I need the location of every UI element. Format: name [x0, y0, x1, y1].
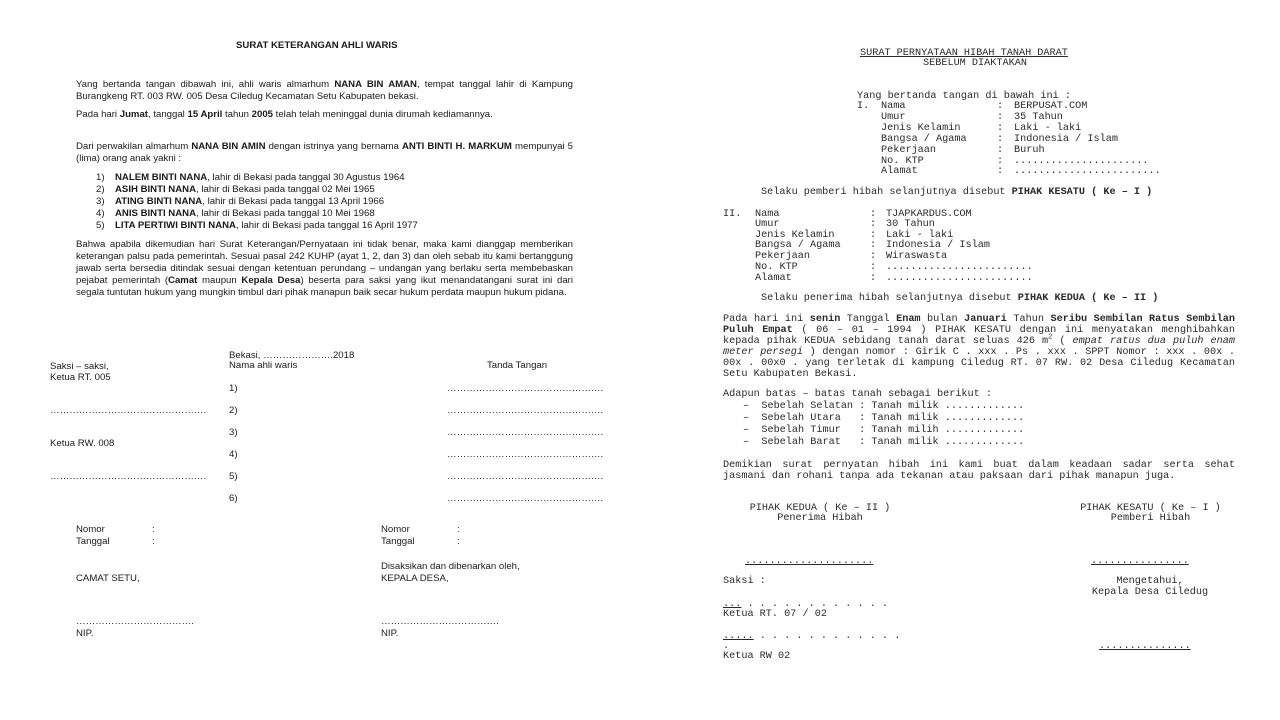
field-value: BERPUSAT.COM	[1014, 101, 1088, 112]
nomor-label: Nomor	[76, 524, 105, 535]
list-item: 2) ASIH BINTI NANA, lahir di Bekasi pada tanggal 02 Mei 1965	[96, 184, 375, 195]
boundary-intro: Adapun batas – batas tanah sebagai berikut :	[723, 389, 992, 400]
party-one-signature-line: ................	[1091, 556, 1189, 567]
field-label: No. KTP	[881, 156, 924, 167]
colon: :	[870, 240, 877, 251]
list-item: – Sebelah Utara : Tanah milik .............	[743, 413, 1025, 424]
roman-numeral: II.	[723, 209, 742, 220]
rw-label: Ketua RW. 008	[50, 438, 115, 449]
colon: :	[997, 101, 1004, 112]
heir-number: 6)	[229, 493, 238, 504]
field-label: Nama	[881, 101, 906, 112]
heir-number: 1)	[229, 383, 238, 394]
field-value: Buruh	[1014, 145, 1045, 156]
signature-line: ………………………………………….	[447, 383, 604, 394]
field-label: Alamat	[755, 273, 792, 284]
list-item: – Sebelah Timur : Tanah milih .............	[743, 425, 1025, 436]
field-value: ........................	[886, 273, 1033, 284]
signature-header: Tanda Tangan	[487, 360, 548, 371]
field-label: No. KTP	[755, 262, 798, 273]
colon: :	[457, 536, 460, 547]
colon: :	[997, 166, 1004, 177]
colon: :	[997, 145, 1004, 156]
witnessed-label: Disaksikan dan dibenarkan oleh,	[381, 561, 520, 572]
signature-line: ………………………………………….	[447, 493, 604, 504]
rt-signature-line: ... . . . . . . . . . . . .	[723, 599, 889, 610]
rt-label: Ketua RT. 005	[50, 372, 111, 383]
colon: :	[870, 251, 877, 262]
colon: :	[152, 524, 155, 535]
camat-signature-line: ……………………………….	[76, 616, 194, 627]
field-value: ........................	[886, 262, 1033, 273]
intro-line: Yang bertanda tangan di bawah ini :	[857, 91, 1071, 102]
party-two-signature-title: PIHAK KEDUA ( Ke – II )	[749, 503, 891, 514]
nip-label: NIP.	[381, 628, 399, 639]
witness-label: Saksi – saksi,	[50, 361, 109, 372]
field-label: Nama	[755, 209, 780, 220]
colon: :	[997, 156, 1004, 167]
field-value: ........................	[1014, 166, 1161, 177]
party-one-role: Selaku pemberi hibah selanjutnya disebut PIHAK KESATU ( Ke – I )	[761, 187, 1153, 198]
saksi-label: Saksi :	[723, 576, 766, 587]
list-item: 1) NALEM BINTI NANA, lahir di Bekasi pada tanggal 30 Agustus 1964	[96, 172, 405, 183]
rw-signature-line: ..... . . . . . . . . . . . .	[723, 631, 901, 642]
field-value: 30 Tahun	[886, 219, 935, 230]
colon: :	[457, 524, 460, 535]
place-date: Bekasi, ………………….2018	[229, 350, 355, 361]
field-label: Umur	[755, 219, 780, 230]
marriage-paragraph: Dari perwakilan almarhum NANA BIN AMIN dengan istrinya yang bernama ANTI BINTI H. MARKUM mempunyai 5 (lima) orang anak yakni :	[76, 141, 573, 164]
document-title: SURAT PERNYATAAN HIBAH TANAH DARAT	[860, 48, 1068, 59]
party-two-role: Selaku penerima hibah selanjutnya disebut PIHAK KEDUA ( Ke – II )	[761, 293, 1159, 304]
field-value: TJAPKARDUS.COM	[886, 209, 972, 220]
heir-number: 2)	[229, 405, 238, 416]
field-value: Laki - laki	[1014, 123, 1082, 134]
field-label: Pekerjaan	[755, 251, 811, 262]
death-paragraph: Pada hari Jumat, tanggal 15 April tahun 2005 telah telah meninggal dunia dirumah kediamannya.	[76, 109, 493, 120]
field-value: Laki - laki	[886, 230, 954, 241]
heir-number: 4)	[229, 449, 238, 460]
field-label: Alamat	[881, 166, 918, 177]
colon: :	[870, 219, 877, 230]
roman-numeral: I.	[857, 101, 870, 112]
intro-paragraph: Yang bertanda tangan dibawah ini, ahli waris almarhum NANA BIN AMAN, tempat tanggal lahir di Kampung Burangkeng RT. 003 RW. 005 Desa Ciledug Kecamatan Setu Kabupaten bekasi.	[76, 79, 573, 102]
field-value: 35 Tahun	[1014, 112, 1063, 123]
field-label: Bangsa / Agama	[755, 240, 841, 251]
field-label: Bangsa / Agama	[881, 134, 967, 145]
colon: :	[870, 262, 877, 273]
heir-name-header: Nama ahli waris	[229, 360, 298, 371]
colon: :	[870, 209, 877, 220]
colon: :	[997, 112, 1004, 123]
field-value: Indonesia / Islam	[886, 240, 990, 251]
kades-signature-line: ...............	[1099, 641, 1191, 652]
party-one-signature-subtitle: Pemberi Hibah	[1110, 513, 1191, 524]
tanggal-label: Tanggal	[381, 536, 415, 547]
field-label: Jenis Kelamin	[755, 230, 835, 241]
list-item: 3) ATING BINTI NANA, lahir di Bekasi pada tanggal 13 April 1966	[96, 196, 385, 207]
heir-number: 5)	[229, 471, 238, 482]
party-two-signature-line: .....................	[745, 556, 874, 567]
signature-line: ………………………………………….	[447, 427, 604, 438]
heir-number: 3)	[229, 427, 238, 438]
kades-signature-line: ……………………………….	[381, 616, 499, 627]
field-value: Wiraswasta	[886, 251, 948, 262]
document-title: SURAT KETERANGAN AHLI WARIS	[236, 40, 398, 51]
colon: :	[870, 273, 877, 284]
mengetahui-label: Mengetahui,	[1116, 576, 1184, 587]
signature-line: ………………………………………….	[447, 471, 604, 482]
field-label: Jenis Kelamin	[881, 123, 961, 134]
field-label: Umur	[881, 112, 906, 123]
colon: :	[152, 536, 155, 547]
rt-label: Ketua RT. 07 / 02	[723, 609, 827, 620]
field-label: Pekerjaan	[881, 145, 937, 156]
statement-paragraph: Bahwa apabila dikemudian hari Surat Keterangan/Pernyataan ini tidak benar, maka kami dianggap memberikan keterangan palsu pada pemerintah. Sesuai pasal 242 KUHP (ayat 1, 2, dan 3) dan oleh sebab itu kami bertanggung jawab serta bersedia ditindak sesuai dengan ketentuan perundang – undangan yang berlaku serta membebaskan pejabat pemerintah (Camat maupun Kepala Desa) beserta para saksi yang ikut menandatangani surat ini dari segala tuntutan hukum yang mungkin timbul dari pihak manapun baik secar hukum perdata maupun hukum pidana.	[76, 239, 573, 298]
witness-signature-line: ………………………………………….	[50, 471, 207, 482]
witness-signature-line: ………………………………………….	[50, 405, 207, 416]
nip-label: NIP.	[76, 628, 94, 639]
tanggal-label: Tanggal	[76, 536, 110, 547]
field-value: Indonesia / Islam	[1014, 134, 1118, 145]
list-item: 5) LITA PERTIWI BINTI NANA, lahir di Bekasi pada tanggal 16 April 1977	[96, 220, 418, 231]
closing-paragraph: Demikian surat pernyatan hibah ini kami buat dalam keadaan sadar serta sehat jasmani dan rohani tanpa ada tekanan atau paksaan dari pihak manapun juga.	[723, 460, 1235, 482]
colon: :	[870, 230, 877, 241]
list-item: – Sebelah Selatan : Tanah milik .............	[743, 401, 1025, 412]
rw-dot: .	[723, 641, 730, 652]
document-subtitle: SEBELUM DIAKTAKAN	[923, 58, 1027, 69]
nomor-label: Nomor	[381, 524, 410, 535]
list-item: – Sebelah Barat : Tanah milik .............	[743, 437, 1025, 448]
right-document	[640, 0, 1280, 720]
camat-label: CAMAT SETU,	[76, 573, 140, 584]
kepala-desa-label: KEPALA DESA,	[381, 573, 449, 584]
signature-line: ………………………………………….	[447, 405, 604, 416]
party-one-signature-title: PIHAK KESATU ( Ke – I )	[1080, 503, 1221, 514]
field-value: ......................	[1014, 156, 1149, 167]
grant-paragraph: Pada hari ini senin Tanggal Enam bulan Januari Tahun Seribu Sembilan Ratus Sembilan Puluh Empat ( 06 – 01 – 1994 ) PIHAK KESATU dengan ini menyatakan menghibahkan kepada pihak KEDUA sebidang tanah darat seluas 426 $m^2$ ( empat ratus dua puluh enam meter persegi ) dengan nomor : Girik C . xxx . Ps . xxx . SPPT Nomor : xxx . 00x . 00x . 00x0 . yang terletak di kampung Ciledug RT. 07 RW. 02 Desa Ciledug Kecamatan Setu Kabupaten Bekasi.	[723, 314, 1236, 380]
list-item: 4) ANIS BINTI NANA, lahir di Bekasi pada tanggal 10 Mei 1968	[96, 208, 375, 219]
kades-label: Kepala Desa Ciledug	[1091, 587, 1209, 598]
party-two-signature-subtitle: Penerima Hibah	[777, 513, 863, 524]
colon: :	[997, 123, 1004, 134]
rw-label: Ketua RW 02	[723, 651, 791, 662]
colon: :	[997, 134, 1004, 145]
signature-line: ………………………………………….	[447, 449, 604, 460]
